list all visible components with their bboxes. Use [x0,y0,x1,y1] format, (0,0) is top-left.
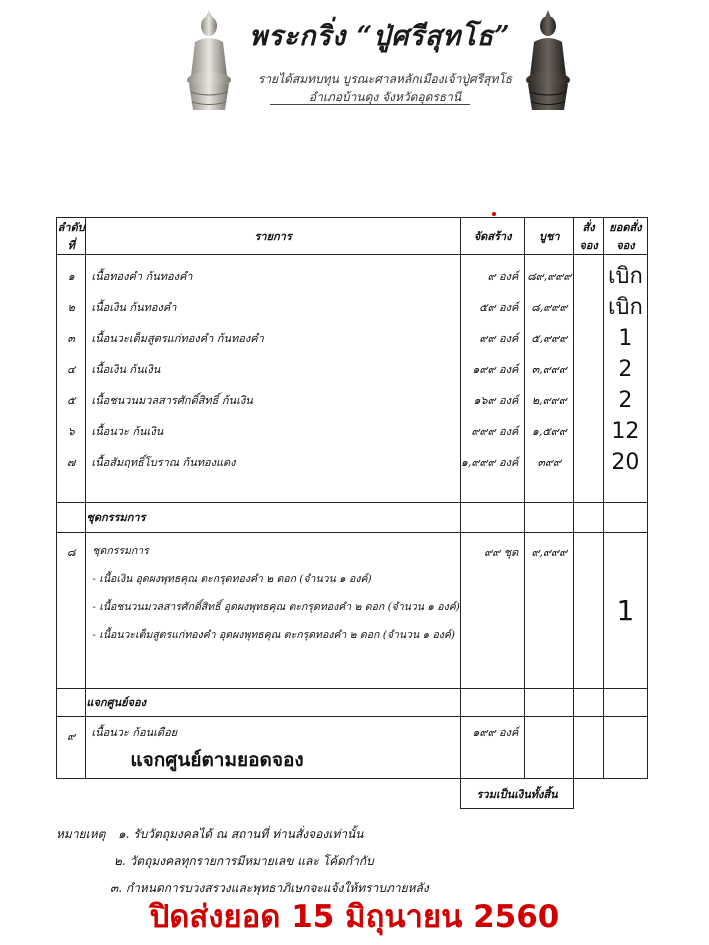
row-item: เนื้อนวะ ก้อนเดือย [91,726,178,739]
row-item: เนื้อนวะเต็มสูตรแก่ทองคำ ก้นทองคำ [91,332,264,345]
set-title: ชุดกรรมการ [92,545,149,557]
note-item: ๒. วัตถุมงคลทุกรายการมีหมายเลข และ โค้ดกำกับ [114,854,374,868]
row-price: ๒,๙๙๙ [531,394,567,407]
row-booked: เบิก [608,264,643,289]
deadline-banner: ปิดส่งยอด 15 มิถุนายน 2560 [149,899,560,935]
order-table [56,217,648,809]
row-booked: 2 [618,357,633,382]
col-price [525,255,574,503]
set-item-row [57,533,648,689]
dist-note: แจกศูนย์ตามยอดจอง [130,749,304,771]
row-price: ๓๙๙ [537,456,562,469]
row-booked: 1 [618,326,633,351]
row-no: ๓ [67,332,75,345]
col-qty [460,255,524,503]
row-qty: ๙๙๙ องค์ [471,425,519,438]
col-booked [603,255,647,503]
section-dist-label: แจกศูนย์จอง [86,689,460,717]
note-item: ๓. กำหนดการบวงสรวงและพุทธาภิเษกจะแจ้งให้ทราบภายหลัง [110,881,429,895]
amulet-statue-silver-image [183,6,235,114]
total-row [57,779,648,809]
page-title: พระกริ่ง “ปู่ศรีสุทโธ” [249,21,511,52]
row-booked: 12 [611,419,640,444]
table-header-row [57,218,648,255]
row-booked: 2 [618,388,633,413]
set-line-item: - เนื้อนวะเต็มสูตรแก่ทองคำ อุดผงพุทธคุณ ตะกรุดทองคำ ๒ ดอก (จำนวน ๑ องค์) [92,629,456,641]
row-qty: ๙๙ ชุด [484,546,519,559]
row-item: เนื้อสัมฤทธิ์โบราณ ก้นทองแดง [91,456,236,469]
col-order [574,255,604,503]
row-price: ๓,๙๙๙ [531,363,567,376]
set-line-item: - เนื้อเงิน อุดผงพุทธคุณ ตะกรุดทองคำ ๒ ดอก (จำนวน ๑ องค์) [92,573,372,585]
subtitle-purpose: รายได้สมทบทุน บูรณะศาลหลักเมืองเจ้าปู่ศรีสุทโธ [257,72,513,86]
row-no: ๗ [67,456,76,469]
row-no: ๔ [67,363,76,376]
header-price: บูชา [525,218,574,255]
row-qty: ๑๖๙ องค์ [473,394,519,407]
row-no: ๕ [67,394,76,407]
header-booked: ยอดสั่งจอง [603,218,647,255]
row-item: เนื้อเงิน ก้นเงิน [91,363,161,376]
row-qty: ๕๙ องค์ [479,301,519,314]
col-item [86,255,460,503]
header-no: ลำดับที่ [57,218,86,255]
notes-label: หมายเหตุ [56,827,106,841]
row-no: ๖ [67,425,75,438]
dist-item-row [57,717,648,779]
header-qty: จัดสร้าง [460,218,524,255]
row-item: เนื้อทองคำ ก้นทองคำ [91,270,193,283]
red-mark [492,212,496,216]
section-dist-row [57,689,648,717]
section-set-row [57,503,648,533]
row-item: เนื้อนวะ ก้นเงิน [91,425,164,438]
row-booked: เบิก [608,295,643,320]
row-price: ๙,๙๙๙ [531,546,568,559]
row-no: ๒ [67,301,75,314]
row-qty: ๑๙๙ องค์ [472,363,519,376]
row-qty: ๑๙๙ องค์ [472,726,519,739]
subtitle-location: อำเภอบ้านดุง จังหวัดอุดรธานี [308,90,462,104]
row-qty: ๙ องค์ [487,270,519,283]
row-qty: ๑,๙๙๙ องค์ [460,456,519,469]
set-item-details [86,533,460,689]
row-price: ๕,๙๙๙ [531,332,568,345]
total-label: รวมเป็นเงินทั้งสิ้น [460,779,573,809]
row-no: ๘ [66,546,76,559]
row-no: ๑ [67,270,75,283]
header-order: สั่งจอง [574,218,604,255]
row-price: ๑,๕๙๙ [531,425,567,438]
row-item: เนื้อเงิน ก้นทองคำ [91,301,177,314]
section-set-label: ชุดกรรมการ [86,503,460,533]
row-booked: 20 [611,450,640,475]
col-no [57,255,86,503]
header-item: รายการ [86,218,460,255]
row-price: ๘,๙๙๙ [531,301,568,314]
row-qty: ๙๙ องค์ [479,332,519,345]
row-no: ๙ [67,730,76,743]
row-booked: 1 [616,594,635,627]
row-price: ๘๙,๙๙๙ [527,270,572,283]
set-line-item: - เนื้อชนวนมวลสารศักดิ์สิทธิ์ อุดผงพุทธคุณ ตะกรุดทองคำ ๒ ดอก (จำนวน ๑ องค์) [92,601,460,613]
subtitle-underline [270,104,470,105]
table-body-main [57,255,648,503]
row-item: เนื้อชนวนมวลสารศักดิ์สิทธิ์ ก้นเงิน [91,394,253,407]
note-item: ๑. รับวัตถุมงคลได้ ณ สถานที่ ท่านสั่งจองเท่านั้น [118,827,364,841]
